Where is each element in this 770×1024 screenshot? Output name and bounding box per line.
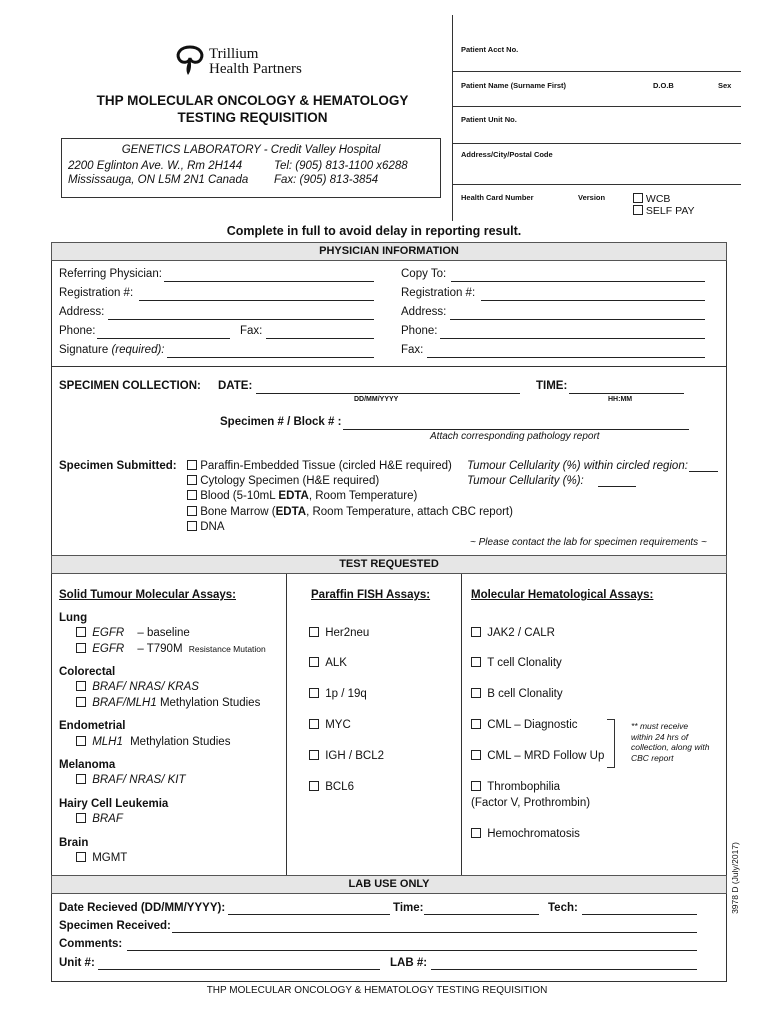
patient-info-block [452,15,740,221]
column-divider-1 [286,574,287,875]
contact-lab-note: ~ Please contact the lab for specimen requirements ~ [470,537,707,548]
address-field[interactable] [108,319,374,320]
braf-nras-kras-checkbox[interactable] [76,681,86,691]
egfr-baseline-option[interactable] [76,627,190,639]
collection-date-label: DATE: [218,380,253,392]
fish-option-igh-bcl2[interactable] [309,750,384,762]
trillium-logo-icon [173,44,207,78]
copy-phone-row [401,325,437,337]
patient-acct-label: Patient Acct No. [461,45,519,54]
igh-bcl2-checkbox[interactable] [309,750,319,760]
fish-option-myc[interactable] [309,719,351,731]
fish-option-1p19q[interactable] [309,688,367,700]
registration-row [59,287,133,299]
egfr-baseline-gene: EGFR [92,627,125,639]
braf-mlh1-label: Methylation Studies [159,697,261,709]
form-title [60,92,445,126]
specimen-option-blood[interactable] [187,490,417,502]
lab-address1: 2200 Eglinton Ave. W., Rm 2H144 [68,160,243,172]
specimen-option-marrow[interactable] [187,506,513,518]
cml-note-line4: CBC report [631,752,674,763]
copy-fax-row [401,344,423,356]
cellularity-circled-field[interactable] [689,471,718,472]
fax-row [240,325,262,337]
myc-label: MYC [325,719,351,731]
egfr-t790m-gene: EGFR [92,643,125,655]
copy-to-label: Copy To: [401,268,447,280]
self-pay-checkbox[interactable] [633,205,643,215]
tcell-checkbox[interactable] [471,657,481,667]
unit-label: Unit #: [59,957,95,969]
logo [173,44,323,80]
collection-date-field[interactable] [256,393,520,394]
heme-option-cml-mrd[interactable] [471,750,604,762]
patient-unit-label: Patient Unit No. [461,115,517,124]
1p19q-checkbox[interactable] [309,688,319,698]
patient-name-field[interactable] [453,106,741,107]
braf-label: BRAF [92,813,123,825]
cml-dx-checkbox[interactable] [471,719,481,729]
comments-field[interactable] [127,950,697,951]
egfr-baseline-label: – baseline [137,627,190,639]
braf-nras-kit-label: BRAF/ NRAS/ KIT [92,774,186,786]
column-divider-2 [461,574,462,875]
myc-checkbox[interactable] [309,719,319,729]
patient-address-field[interactable] [453,184,741,185]
version-label: Version [578,193,606,202]
hairy-cell-heading: Hairy Cell Leukemia [59,798,169,810]
patient-address-label: Address/City/Postal Code [461,150,553,159]
signature-field[interactable] [167,357,374,358]
specimen-collection-label: SPECIMEN COLLECTION: [59,380,201,392]
copy-registration-row [401,287,475,299]
lab-time-field[interactable] [424,914,539,915]
complete-note: Complete in full to avoid delay in reporting result. [226,224,522,238]
registration-label: Registration #: [59,287,134,299]
copy-to-field[interactable] [451,281,705,282]
copy-phone-label: Phone: [401,325,438,337]
cml-mrd-checkbox[interactable] [471,750,481,760]
registration-field[interactable] [139,300,374,301]
copy-fax-label: Fax: [401,344,424,356]
lab-address2: Mississauga, ON L5M 2N1 Canada [68,174,249,186]
solid-tumour-heading: Solid Tumour Molecular Assays: [59,589,237,601]
cellularity-label: Tumour Cellularity (%): [467,475,584,487]
collection-time-label: TIME: [536,380,568,392]
phone-field[interactable] [97,338,230,339]
cml-mrd-label: CML – MRD Follow Up [487,750,605,762]
patient-unit-field[interactable] [453,143,741,144]
dna-checkbox[interactable] [187,521,197,531]
hemochromatosis-label: Hemochromatosis [487,828,580,840]
wcb-checkbox[interactable] [633,193,643,203]
thrombophilia-label: Thrombophilia [487,781,561,793]
cml-bracket [607,719,615,768]
unit-field[interactable] [98,969,380,970]
fish-option-bcl6[interactable] [309,781,354,793]
marrow-label-c: , Room Temperature, attach CBC report) [306,506,513,518]
address-label: Address: [59,306,105,318]
comments-label: Comments: [59,938,123,950]
heme-option-hemochromatosis[interactable] [471,828,580,840]
bcl6-label: BCL6 [325,781,354,793]
logo-line2: Health Partners [209,61,302,77]
physician-divider [51,366,727,367]
specimen-option-cytology[interactable] [187,475,379,487]
fax-label: Fax: [240,325,263,337]
braf-nras-kit-option[interactable] [76,774,186,786]
cellularity-field[interactable] [598,486,636,487]
mgmt-checkbox[interactable] [76,852,86,862]
lab-fax: Fax: (905) 813-3854 [274,174,379,186]
egfr-t790m-note: Resistance Mutation [188,644,266,654]
specimen-received-field[interactable] [172,932,697,933]
specimen-option-paraffin[interactable] [187,460,452,472]
braf-mlh1-gene: BRAF/MLH1 [92,697,157,709]
copy-registration-label: Registration #: [401,287,476,299]
braf-nras-kras-option[interactable] [76,681,199,693]
signature-required: (required): [111,344,165,356]
heme-option-jak2[interactable] [471,627,555,639]
marrow-label-edta: EDTA [275,506,307,518]
date-format-hint: DD/MM/YYYY [354,396,399,403]
lab-number-field[interactable] [431,969,697,970]
health-card-label: Health Card Number [461,193,534,202]
cml-note [631,721,709,763]
melanoma-heading: Melanoma [59,759,116,771]
form-code: 3978 D (July/2017) [730,842,740,914]
copy-address-label: Address: [401,306,447,318]
tcell-label: T cell Clonality [487,657,562,669]
copy-to-row [401,268,446,280]
tech-field[interactable] [582,914,697,915]
referring-physician-field[interactable] [164,281,374,282]
physician-info-header: PHYSICIAN INFORMATION [51,242,727,261]
copy-address-field[interactable] [450,319,705,320]
wcb-label: WCB [645,193,671,205]
form-title-line2: TESTING REQUISITION [177,110,328,125]
form-title-line1: THP MOLECULAR ONCOLOGY & HEMATOLOGY [96,93,409,108]
patient-name-label: Patient Name (Surname First) [461,81,567,90]
lab-number-label: LAB #: [390,957,428,969]
heme-option-cml-dx[interactable] [471,719,578,731]
egfr-baseline-checkbox[interactable] [76,627,86,637]
lab-tel: Tel: (905) 813-1100 x6288 [274,160,408,172]
lab-address-box [61,138,441,198]
jak2-checkbox[interactable] [471,627,481,637]
blood-label-c: , Room Temperature) [308,490,418,502]
mgmt-option[interactable] [76,852,127,864]
copy-registration-field[interactable] [481,300,705,301]
copy-address-row [401,306,446,318]
hemochromatosis-checkbox[interactable] [471,828,481,838]
marrow-checkbox[interactable] [187,506,197,516]
endometrial-heading: Endometrial [59,720,126,732]
wcb-option[interactable] [633,193,670,205]
blood-checkbox[interactable] [187,490,197,500]
specimen-submitted-label: Specimen Submitted: [59,460,177,472]
mlh1-checkbox[interactable] [76,736,86,746]
referring-physician-row [59,268,162,280]
egfr-t790m-checkbox[interactable] [76,643,86,653]
copy-fax-field[interactable] [427,357,705,358]
alk-label: ALK [325,657,347,669]
marrow-label-a: Bone Marrow ( [200,506,276,518]
braf-option[interactable] [76,813,123,825]
heme-heading: Molecular Hematological Assays: [471,589,654,601]
bcell-label: B cell Clonality [487,688,563,700]
specimen-received-label: Specimen Received: [59,920,171,932]
lab-name: GENETICS LABORATORY - Credit Valley Hospital [121,144,381,156]
heme-option-thrombophilia[interactable] [471,781,560,793]
blood-label-a: Blood (5-10mL [200,490,279,502]
footer-title: THP MOLECULAR ONCOLOGY & HEMATOLOGY TESTING REQUISITION [206,985,548,996]
fish-heading: Paraffin FISH Assays: [311,589,431,601]
bcell-checkbox[interactable] [471,688,481,698]
braf-mlh1-option[interactable] [76,697,260,709]
attach-report-note: Attach corresponding pathology report [430,431,600,442]
specimen-block-label: Specimen # / Block # : [220,416,342,428]
signature-row [59,344,165,356]
paraffin-label: Paraffin-Embedded Tissue (circled H&E required) [200,460,452,472]
collection-time-field[interactable] [569,393,684,394]
copy-phone-field[interactable] [440,338,705,339]
her2neu-label: Her2neu [325,627,370,639]
time-format-hint: HH:MM [608,396,633,403]
mlh1-option[interactable] [76,736,230,748]
date-received-label: Date Recieved (DD/MM/YYYY): [59,902,226,914]
self-pay-option[interactable] [633,205,695,217]
cytology-label: Cytology Specimen (H&E required) [200,475,380,487]
mgmt-label: MGMT [92,852,128,864]
colorectal-heading: Colorectal [59,666,116,678]
lung-heading: Lung [59,612,88,624]
self-pay-label: SELF PAY [645,205,695,217]
heme-option-bcell[interactable] [471,688,563,700]
fish-option-her2neu[interactable] [309,627,369,639]
lab-time-label: Time: [393,902,424,914]
cml-note-line3: collection, along with [631,742,710,752]
thrombophilia-sub: (Factor V, Prothrombin) [471,797,591,809]
jak2-label: JAK2 / CALR [487,627,555,639]
braf-checkbox[interactable] [76,813,86,823]
patient-dob-label: D.O.B [653,81,674,90]
paraffin-checkbox[interactable] [187,460,197,470]
cml-note-line1: ** must receive [631,721,689,731]
alk-checkbox[interactable] [309,657,319,667]
tech-label: Tech: [548,902,578,914]
phone-label: Phone: [59,325,96,337]
bcl6-checkbox[interactable] [309,781,319,791]
logo-line1: Trillium [209,46,259,62]
fax-field[interactable] [266,338,374,339]
cml-note-line2: within 24 hrs of [631,731,689,742]
date-received-field[interactable] [228,914,390,915]
lab-use-header: LAB USE ONLY [51,875,727,894]
1p19q-label: 1p / 19q [325,688,367,700]
dna-label: DNA [200,521,225,533]
fish-option-alk[interactable] [309,657,347,669]
specimen-option-dna[interactable] [187,521,224,533]
braf-nras-kit-checkbox[interactable] [76,774,86,784]
cellularity-circled-label: Tumour Cellularity (%) within circled region: [467,460,688,472]
brain-heading: Brain [59,837,89,849]
cml-dx-label: CML – Diagnostic [487,719,578,731]
mlh1-label: Methylation Studies [130,736,231,748]
cytology-checkbox[interactable] [187,475,197,485]
patient-sex-label: Sex [718,81,732,90]
phone-row [59,325,95,337]
braf-mlh1-checkbox[interactable] [76,697,86,707]
braf-nras-kras-label: BRAF/ NRAS/ KRAS [92,681,199,693]
test-requested-header: TEST REQUESTED [51,555,727,574]
patient-acct-field[interactable] [453,71,741,72]
blood-label-edta: EDTA [278,490,309,502]
her2neu-checkbox[interactable] [309,627,319,637]
egfr-t790m-option[interactable] [76,643,266,655]
heme-option-tcell[interactable] [471,657,562,669]
igh-bcl2-label: IGH / BCL2 [325,750,385,762]
thrombophilia-checkbox[interactable] [471,781,481,791]
mlh1-gene: MLH1 [92,736,123,748]
address-row [59,306,104,318]
egfr-t790m-label: – T790M [137,643,183,655]
specimen-block-field[interactable] [343,429,689,430]
signature-label: Signature [59,344,109,356]
referring-physician-label: Referring Physician: [59,268,162,280]
